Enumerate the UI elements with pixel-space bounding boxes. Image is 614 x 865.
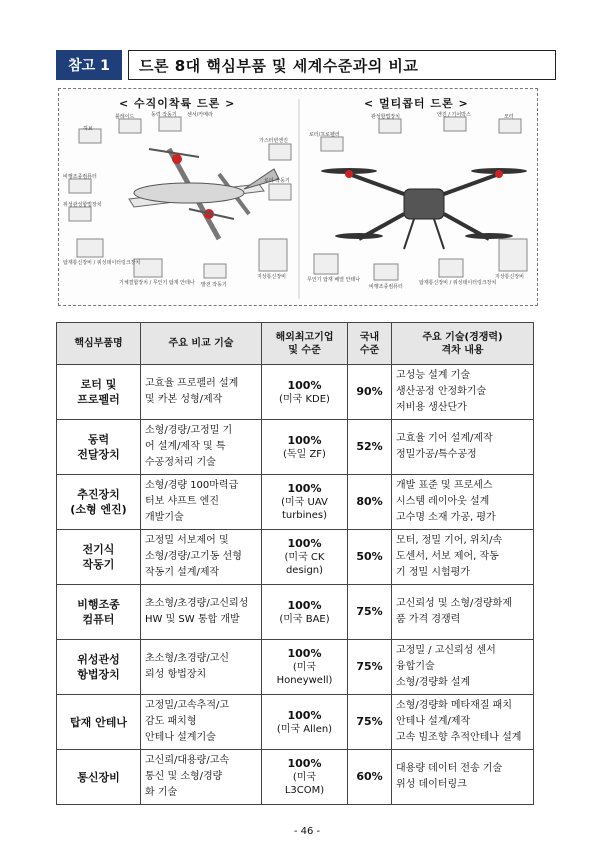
domestic-level: 80% — [348, 475, 392, 530]
right-panel-title: < 멀티콥터 드론 > — [364, 97, 469, 110]
header-gap: 주요 기술(경쟁력) 격차 내용 — [392, 323, 534, 365]
compare-tech: 고정밀 서보제어 및 소형/경량/고기동 선형 작동기 설계/제작 — [141, 530, 262, 585]
figure-label: 로터 작동기 — [264, 178, 290, 184]
best-pct: 100% — [287, 757, 322, 770]
figure-label: 무인기 탑재 배열 안테나 — [307, 277, 361, 283]
domestic-level: 75% — [348, 585, 392, 640]
gap-content: 소형/경량화 메타재질 패치 안테나 설계/제작 고속 빔조향 추적안테나 설계 — [392, 695, 534, 750]
table-row — [57, 530, 534, 585]
gap-content: 모터, 정밀 기어, 위치/속 도센서, 서보 제어, 작동 기 정밀 시험평가 — [392, 530, 534, 585]
compare-tech: 초소형/초경량/고신뢰성 HW 및 SW 통합 개발 — [141, 585, 262, 640]
compare-tech: 고효율 프로펠러 설계 및 카본 성형/제작 — [141, 365, 262, 420]
best-pct: 100% — [287, 482, 322, 495]
table-row — [57, 750, 534, 805]
best-company: (미국 UAV turbines) — [281, 497, 328, 521]
component-name: 전기식 작동기 — [57, 530, 141, 585]
best-pct: 100% — [287, 433, 322, 447]
best-pct: 100% — [287, 647, 322, 660]
gap-content: 개발 표준 및 프로세스 시스템 레이아웃 설계 고수명 소재 가공, 평가 — [392, 475, 534, 530]
figure-label: 센서/카메라 — [187, 112, 213, 118]
figure-label: 지상통신장비 — [257, 274, 286, 280]
best-level — [262, 640, 348, 695]
component-name: 통신장비 — [57, 750, 141, 805]
best-pct: 100% — [287, 708, 322, 722]
table-row — [57, 420, 534, 475]
multicopter-drone-icon — [321, 168, 527, 249]
left-panel-title: < 수직이착륙 드론 > — [119, 97, 236, 110]
figure-label: 탑재통신장비 / 위성데이터링크장치 — [419, 280, 497, 286]
component-name: 추진장치 (소형 엔진) — [57, 475, 141, 530]
gap-content: 고정밀 / 고신뢰성 센서 융합기술 소형/경량화 설계 — [392, 640, 534, 695]
table-row — [57, 365, 534, 420]
domestic-level: 52% — [348, 420, 392, 475]
best-level — [262, 750, 348, 805]
figure-label: 비행조종컴퓨터 — [63, 174, 97, 180]
best-pct: 100% — [287, 378, 322, 392]
compare-tech: 고정밀/고속추적/고 감도 패치형 안테나 설계기술 — [141, 695, 262, 750]
gap-content: 대용량 데이터 전송 기술 위성 데이터링크 — [392, 750, 534, 805]
figure-label: 지상통신장비 — [495, 274, 524, 280]
best-company: (미국 BAE) — [279, 613, 330, 625]
compare-tech: 소형/경량/고정밀 기 어 설계/제작 및 특 수공정처리 기술 — [141, 420, 262, 475]
header-tech: 주요 비교 기술 — [141, 323, 262, 365]
domestic-level: 50% — [348, 530, 392, 585]
best-pct: 100% — [287, 537, 322, 550]
gap-content: 고성능 설계 기술 생산공정 안정화기술 저비용 생산단가 — [392, 365, 534, 420]
best-level — [262, 475, 348, 530]
best-company: (미국 Honeywell) — [276, 662, 333, 686]
gap-content: 고효율 기어 설계/제작 정밀가공/특수공정 — [392, 420, 534, 475]
drone-illustration — [59, 89, 539, 307]
figure-label: 엔진 / 기어박스 — [437, 112, 471, 118]
component-name: 위성관성 항법장치 — [57, 640, 141, 695]
component-name: 동력 전달장치 — [57, 420, 141, 475]
best-company: (미국 L3COM) — [284, 772, 325, 796]
figure-label: 발전 작동기 — [201, 282, 227, 288]
drone-figure — [58, 88, 538, 306]
table-row — [57, 585, 534, 640]
compare-tech: 소형/경량 100마력급 터보 샤프트 엔진 개발기술 — [141, 475, 262, 530]
table-row — [57, 640, 534, 695]
table-row — [57, 695, 534, 750]
comparison-table — [56, 322, 534, 805]
figure-label: 모터 — [504, 114, 514, 120]
figure-label: 탑재통신장비 / 위성데이터링크장치 — [63, 260, 141, 266]
component-name: 탑재 안테나 — [57, 695, 141, 750]
header-component: 핵심부품명 — [57, 323, 141, 365]
page-number: - 46 - — [293, 826, 321, 837]
domestic-level: 75% — [348, 695, 392, 750]
best-level — [262, 365, 348, 420]
best-level — [262, 420, 348, 475]
best-company: (미국 KDE) — [279, 393, 330, 405]
best-company: (미국 CK design) — [284, 552, 325, 576]
reference-label: 참고 1 — [56, 50, 122, 80]
figure-label: 비행조종컴퓨터 — [369, 284, 403, 290]
figure-label: 허브 — [83, 126, 93, 132]
gap-content: 고신뢰성 및 소형/경량화제 품 가격 경쟁력 — [392, 585, 534, 640]
best-level — [262, 585, 348, 640]
compare-tech: 초소형/초경량/고신 뢰성 항법장치 — [141, 640, 262, 695]
figure-label: 로터/프로펠러 — [309, 132, 340, 138]
component-name: 비행조종 컴퓨터 — [57, 585, 141, 640]
best-pct: 100% — [287, 598, 322, 612]
component-name: 로터 및 프로펠러 — [57, 365, 141, 420]
vtol-drone-icon — [129, 149, 279, 239]
table-row — [57, 475, 534, 530]
section-header — [56, 50, 556, 80]
best-company: (독일 ZF) — [283, 448, 326, 460]
header-best: 해외최고기업 및 수준 — [262, 323, 348, 365]
best-level — [262, 530, 348, 585]
figure-label: 블레이드 — [115, 114, 135, 120]
domestic-level: 60% — [348, 750, 392, 805]
header-domestic: 국내 수준 — [348, 323, 392, 365]
domestic-level: 90% — [348, 365, 392, 420]
best-company: (미국 Allen) — [276, 723, 333, 735]
figure-label: 동력 작동기 — [151, 112, 177, 118]
compare-tech: 고신뢰/대용량/고속 통신 및 소형/경량 화 기술 — [141, 750, 262, 805]
domestic-level: 75% — [348, 640, 392, 695]
figure-label: 기체결합장치 / 무인기 탑재 안테나 — [119, 280, 195, 286]
figure-label: 관성항법장치 — [371, 114, 400, 120]
page-title: 드론 8대 핵심부품 및 세계수준과의 비교 — [128, 50, 556, 80]
figure-label: 위성관성항법장치 — [63, 202, 102, 208]
table-header-row — [57, 323, 534, 365]
figure-label: 가스터빈엔진 — [259, 138, 288, 144]
best-level — [262, 695, 348, 750]
